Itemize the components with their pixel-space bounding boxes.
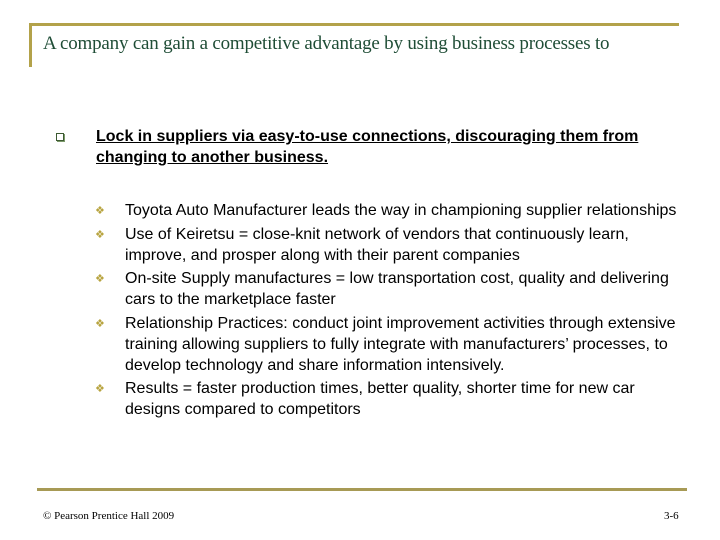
diamond-bullet-icon: ❖ xyxy=(95,273,105,285)
sub-bullet-item xyxy=(96,268,686,310)
sub-bullet-text: Relationship Practices: conduct joint improvement activities through extensive training allowing suppliers to fully integrate with manufacturers’ processes, to develop technology and share information intensively. xyxy=(125,314,676,374)
sub-bullet-text: Use of Keiretsu = close-knit network of vendors that continuously learn, improve, and prosper along with their parent companies xyxy=(125,225,629,264)
hollow-square-bullet-icon xyxy=(56,131,66,141)
sub-bullet-item xyxy=(96,378,686,420)
main-bullet-text: Lock in suppliers via easy-to-use connections, discouraging them from changing to another business. xyxy=(96,128,639,166)
sub-bullet-text: Results = faster production times, better quality, shorter time for new car designs compared to competitors xyxy=(125,380,635,418)
diamond-bullet-icon: ❖ xyxy=(95,317,105,330)
diamond-bullet-icon: ❖ xyxy=(95,205,105,217)
footer-copyright: © Pearson Prentice Hall 2009 xyxy=(43,510,175,522)
sub-bullet-item xyxy=(96,200,686,221)
slide-title: A company can gain a competitive advantage by using business processes to xyxy=(43,33,610,54)
footer-rule xyxy=(37,488,687,491)
title-frame-left-rule xyxy=(29,23,32,67)
diamond-bullet-icon: ❖ xyxy=(95,228,105,241)
title-frame-top-rule xyxy=(29,23,679,26)
diamond-bullet-icon: ❖ xyxy=(95,383,105,395)
sub-bullet-item xyxy=(96,224,686,266)
sub-bullet-list xyxy=(96,200,686,423)
footer-page-number: 3-6 xyxy=(664,510,679,522)
sub-bullet-text: Toyota Auto Manufacturer leads the way in championing supplier relationships xyxy=(125,202,677,219)
sub-bullet-text: On-site Supply manufactures = low transportation cost, quality and delivering cars to the marketplace faster xyxy=(125,270,669,308)
sub-bullet-item xyxy=(96,313,686,376)
